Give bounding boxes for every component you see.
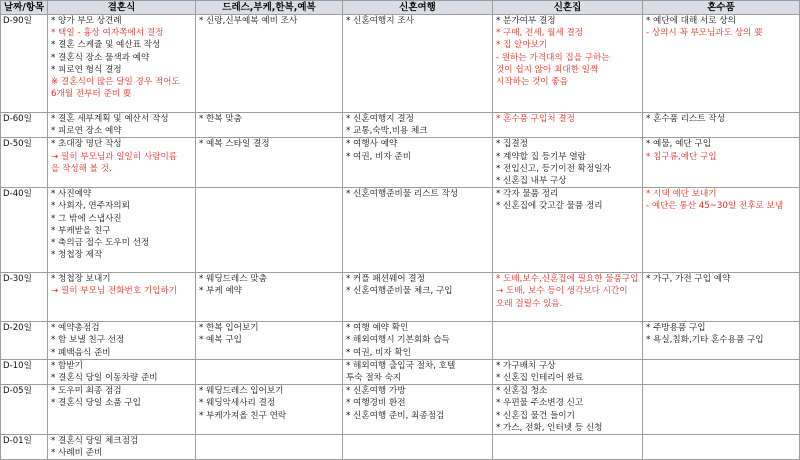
task-line: * 가구, 가전 구입 예약 — [646, 274, 731, 285]
cell-household-goods — [643, 15, 800, 113]
table-row — [1, 113, 800, 138]
cell-household-goods — [643, 435, 800, 460]
task-line: * 전입신고, 등기이전 확정일자 — [496, 163, 611, 174]
task-line: * 시댁 예단 보내기 — [646, 189, 717, 200]
task-line: * 신혼여행지 결정 — [346, 114, 414, 124]
task-line: * 신혼여행 가방 — [346, 386, 406, 397]
task-line: * 사례비 준비 — [51, 448, 103, 459]
task-line: * 각자 물품 정리 — [496, 189, 559, 200]
task-line: * 예약총점검 — [51, 323, 100, 334]
header-household-goods: 혼수품 — [643, 1, 800, 15]
task-line: * 결혼 스케쥴 및 예산표 작성 — [51, 40, 161, 51]
task-line: * 결혼식 당일 이동차량 준비 — [51, 373, 158, 384]
task-line: 시작하는 것이 좋음 — [496, 77, 568, 88]
task-line: 오래 걸릴수 있음. — [496, 298, 563, 309]
task-line: * 우편물 주소변경 신고 — [496, 398, 584, 409]
cell-honeymoon — [343, 273, 493, 322]
task-line: ※ 결혼식이 많은 달일 경우 적어도 — [51, 77, 180, 88]
cell-dress — [196, 359, 343, 384]
task-line: → 필히 부모님 전화번호 기입하기 — [51, 286, 178, 297]
header-date: 날짜/항목 — [1, 1, 48, 15]
cell-household-goods — [643, 138, 800, 188]
cell-wedding — [48, 188, 196, 273]
task-line: * 청첩장 제작 — [51, 250, 103, 261]
cell-new-home — [493, 385, 643, 435]
cell-honeymoon — [343, 359, 493, 384]
row-day-label: D-30일 — [1, 273, 48, 322]
task-line: * 그 밖에 스냅사진 — [51, 213, 122, 224]
task-line: * 부케 예약 — [199, 286, 242, 297]
table-row — [1, 322, 800, 360]
cell-dress — [196, 138, 343, 188]
task-line: * 결혼식 당일 소품 구입 — [51, 398, 141, 409]
task-line: - 상의시 꼭 부모님과도 상의 要 — [646, 28, 763, 39]
table-row — [1, 138, 800, 188]
task-line: * 신혼집에 갖고갈 물품 정리 — [496, 201, 603, 212]
cell-household-goods — [643, 273, 800, 322]
table-row — [1, 15, 800, 113]
cell-wedding — [48, 435, 196, 460]
task-line: * 축의금 접수 도우미 선정 — [51, 238, 150, 249]
task-line: * 해외여행 출입국 절차, 호텔 — [346, 360, 456, 371]
task-line: * 신혼여행준비물 체크, 구입 — [346, 286, 453, 297]
cell-wedding — [48, 385, 196, 435]
task-line: * 결혼식 당일 체크점검 — [51, 436, 139, 447]
task-line: * 침구류,예단 구입 — [646, 151, 717, 162]
cell-dress — [196, 188, 343, 273]
task-line: * 사회자, 연주자의뢰 — [51, 201, 130, 212]
cell-honeymoon — [343, 113, 493, 138]
header-new-home: 신혼집 — [493, 1, 643, 15]
task-line: * 부케받을 친구 — [51, 225, 111, 236]
cell-honeymoon — [343, 385, 493, 435]
task-line: - 원하는 가격대의 집을 구하는 — [496, 52, 610, 63]
task-line: * 피로연 장소 예약 — [51, 126, 122, 137]
cell-dress — [196, 273, 343, 322]
task-line: * 청첩장 보내기 — [51, 274, 111, 285]
task-line: * 결혼 세부계획 및 예산서 작성 — [51, 114, 169, 124]
row-day-label: D-90일 — [1, 15, 48, 113]
header-wedding: 결혼식 — [48, 1, 196, 15]
cell-dress — [196, 15, 343, 113]
cell-wedding — [48, 15, 196, 113]
cell-dress — [196, 385, 343, 435]
task-line: * 웨딩악세사리 결정 — [199, 398, 276, 409]
cell-new-home — [493, 15, 643, 113]
task-line: * 커플 패션웨어 결정 — [346, 274, 425, 285]
task-line: * 신혼집 물건 들이기 — [496, 410, 575, 421]
cell-dress — [196, 113, 343, 138]
task-line: * 여행경비 환전 — [346, 398, 406, 409]
cell-new-home — [493, 322, 643, 360]
task-line: * 피로연 형식 결정 — [51, 64, 122, 75]
task-line: * 결혼식 장소 물색과 예약 — [51, 52, 150, 63]
task-line: * 한복 입어보기 — [199, 323, 259, 334]
header-row — [1, 1, 800, 15]
task-line: * 사진예약 — [51, 189, 92, 200]
table-row — [1, 188, 800, 273]
cell-new-home — [493, 188, 643, 273]
cell-wedding — [48, 113, 196, 138]
task-line: → 필히 부모님과 일일히 사람이름 — [51, 151, 178, 162]
task-line: * 집 알아보기 — [496, 40, 548, 51]
task-line: * 부케가져올 친구 연락 — [199, 410, 287, 421]
cell-household-goods — [643, 113, 800, 138]
cell-wedding — [48, 138, 196, 188]
header-honeymoon: 신혼여행 — [343, 1, 493, 15]
task-line: * 혼수품 리스트 작성 — [646, 114, 725, 124]
task-line: * 여행사 예약 — [346, 139, 398, 150]
task-line: * 예단에 대해 서로 상의 — [646, 16, 736, 26]
task-line: * 교통,숙박,비용 체크 — [346, 126, 428, 137]
task-line: * 초대장 명단 작성 — [51, 139, 122, 150]
table-row — [1, 385, 800, 435]
task-line: * 가구배치 구상 — [496, 360, 556, 371]
cell-dress — [196, 322, 343, 360]
cell-new-home — [493, 138, 643, 188]
task-line: * 신혼여행 준비, 최종점검 — [346, 410, 445, 421]
row-day-label: D-60일 — [1, 113, 48, 138]
task-line: * 신랑,신부예복 예비 조사 — [199, 16, 298, 26]
task-line: → 도배, 보수 등이 생각보다 시간이 — [496, 286, 628, 297]
task-line: * 여행 예약 확인 — [346, 323, 409, 334]
task-line: * 도배,보수,신혼집에 필요한 물품구입 — [496, 274, 639, 285]
cell-honeymoon — [343, 435, 493, 460]
cell-honeymoon — [343, 322, 493, 360]
table-row — [1, 273, 800, 322]
task-line: * 예복 구입 — [199, 335, 242, 346]
task-line: * 주방용품 구입 — [646, 323, 706, 334]
task-line: * 신혼여행지 조사 — [346, 16, 414, 26]
cell-wedding — [48, 273, 196, 322]
cell-household-goods — [643, 359, 800, 384]
cell-household-goods — [643, 385, 800, 435]
task-line: * 욕실,침화,기타 혼수용품 구입 — [646, 335, 764, 346]
cell-new-home — [493, 113, 643, 138]
task-line: * 택일 - 흉상 여자쪽에서 결정 — [51, 28, 164, 39]
cell-household-goods — [643, 322, 800, 360]
task-line: 6개월 전부터 준비 要 — [51, 89, 132, 100]
task-line: 을 작성해 볼 것. — [51, 163, 112, 174]
header-dress: 드레스,부케,한복,예복 — [196, 1, 343, 15]
cell-wedding — [48, 359, 196, 384]
task-line: * 집결정 — [496, 139, 528, 150]
row-day-label: D-20일 — [1, 322, 48, 360]
task-line: * 구매, 전세, 월세 결정 — [496, 28, 584, 39]
task-line: * 계약할 집 등기부 열람 — [496, 151, 586, 162]
cell-new-home — [493, 435, 643, 460]
task-line: * 함받기 — [51, 360, 83, 371]
task-line: - 예단은 통산 45~30일 전후로 보냄 — [646, 201, 784, 212]
cell-new-home — [493, 359, 643, 384]
task-line: * 신혼집 청소 — [496, 386, 548, 397]
task-line: * 가스, 전화, 인터넷 등 신청 — [496, 422, 603, 433]
cell-household-goods — [643, 188, 800, 273]
task-line: 것이 쉽지 않아 최대한 일찍 — [496, 64, 599, 75]
task-line: * 여권, 비자 준비 — [346, 151, 412, 162]
task-line: * 신혼집 인테리어 완료 — [496, 373, 584, 384]
cell-dress — [196, 435, 343, 460]
cell-honeymoon — [343, 15, 493, 113]
task-line: * 함 보낼 친구 선정 — [51, 335, 125, 346]
table-row — [1, 435, 800, 460]
task-line: * 웨딩드레스 맞춤 — [199, 274, 267, 285]
task-line: * 웨딩드레스 입어보기 — [199, 386, 284, 397]
row-day-label: D-05일 — [1, 385, 48, 435]
cell-honeymoon — [343, 138, 493, 188]
row-day-label: D-01일 — [1, 435, 48, 460]
task-line: * 한복 맞춤 — [199, 114, 242, 124]
cell-wedding — [48, 322, 196, 360]
task-line: * 혼수품 구입처 결정 — [496, 114, 575, 124]
row-day-label: D-10일 — [1, 359, 48, 384]
row-day-label: D-40일 — [1, 188, 48, 273]
task-line: 투숙 절차 숙지 — [346, 373, 402, 384]
cell-new-home — [493, 273, 643, 322]
cell-honeymoon — [343, 188, 493, 273]
row-day-label: D-50일 — [1, 138, 48, 188]
task-line: * 신혼집 내부 구상 — [496, 176, 567, 187]
table-row — [1, 359, 800, 384]
task-line: * 양가 부모 상견례 — [51, 16, 122, 26]
task-line: * 도우미 최종 점검 — [51, 386, 122, 397]
task-line: * 폐백음식 준비 — [51, 347, 111, 358]
task-line: * 분가여부 결정 — [496, 16, 556, 26]
task-line: * 해외여행시 기본회화 습득 — [346, 335, 450, 346]
task-line: * 신혼여행준비물 리스트 작성 — [346, 189, 459, 200]
task-line: * 예물, 예단 구입 — [646, 139, 712, 150]
task-line: * 예복 스타일 결정 — [199, 139, 270, 150]
task-line: * 여권, 비자 확인 — [346, 347, 412, 358]
